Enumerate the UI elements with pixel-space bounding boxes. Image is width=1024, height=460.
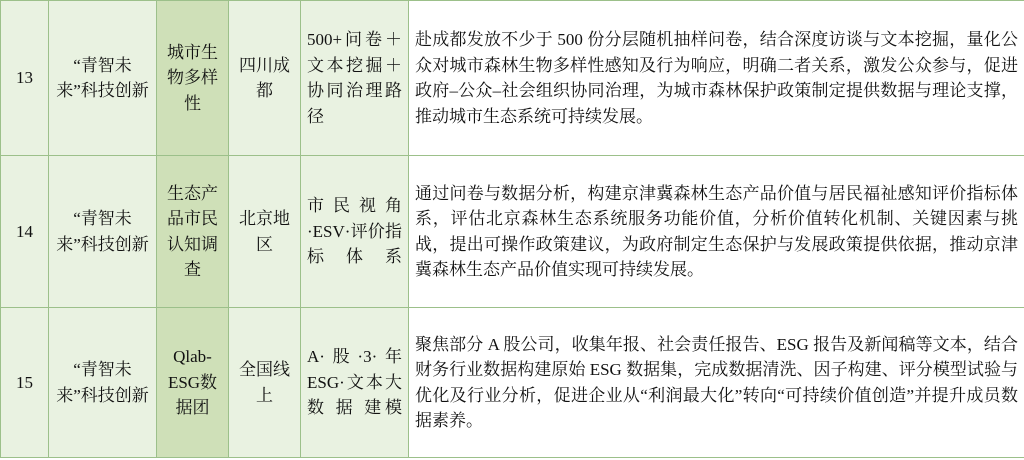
- row-team-name: “青智未来”科技创新: [49, 308, 157, 458]
- table-row: [1, 308, 1024, 458]
- row-method: 市民视角·ESV·评价指标体系: [301, 156, 409, 308]
- row-project-name: 生态产品市民认知调查: [157, 156, 229, 308]
- row-description: 通过问卷与数据分析，构建京津冀森林生态产品价值与居民福祉感知评价指标体系，评估北京森林生态系统服务功能价值，分析价值转化机制、关键因素与挑战，提出可操作政策建议，为政府制定生态保护与发展政策提供依据，推动京津冀森林生态产品价值实现可持续发展。: [409, 156, 1024, 308]
- row-area: 全国线上: [229, 308, 301, 458]
- row-area: 北京地区: [229, 156, 301, 308]
- row-area: 四川成都: [229, 1, 301, 156]
- row-description: 聚焦部分 A 股公司，收集年报、社会责任报告、ESG 报告及新闻稿等文本，结合财务行业数据构建原始 ESG 数据集，完成数据清洗、因子构建、评分模型试验与优化及行业分析，促进企业从“利润最大化”转向“可持续价值创造”并提升成员数据素养。: [409, 308, 1024, 458]
- row-index: 14: [1, 156, 49, 308]
- row-project-name: Qlab-ESG数据团: [157, 308, 229, 458]
- row-project-name: 城市生物多样性: [157, 1, 229, 156]
- table-row: [1, 1, 1024, 156]
- row-method: 500+问卷＋文本挖掘＋协同治理路径: [301, 1, 409, 156]
- row-index: 13: [1, 1, 49, 156]
- row-method: A·股·3·年 ESG·文本大 数 据 建模: [301, 308, 409, 458]
- table-row: [1, 156, 1024, 308]
- row-description: 赴成都发放不少于 500 份分层随机抽样问卷，结合深度访谈与文本挖掘，量化公众对城市森林生物多样性感知及行为响应，明确二者关系，激发公众参与，促进政府–公众–社会组织协同治理，为城市森林保护政策制定提供数据与理论支撑，推动城市生态系统可持续发展。: [409, 1, 1024, 156]
- row-team-name: “青智未来”科技创新: [49, 1, 157, 156]
- row-team-name: “青智未来”科技创新: [49, 156, 157, 308]
- row-index: 15: [1, 308, 49, 458]
